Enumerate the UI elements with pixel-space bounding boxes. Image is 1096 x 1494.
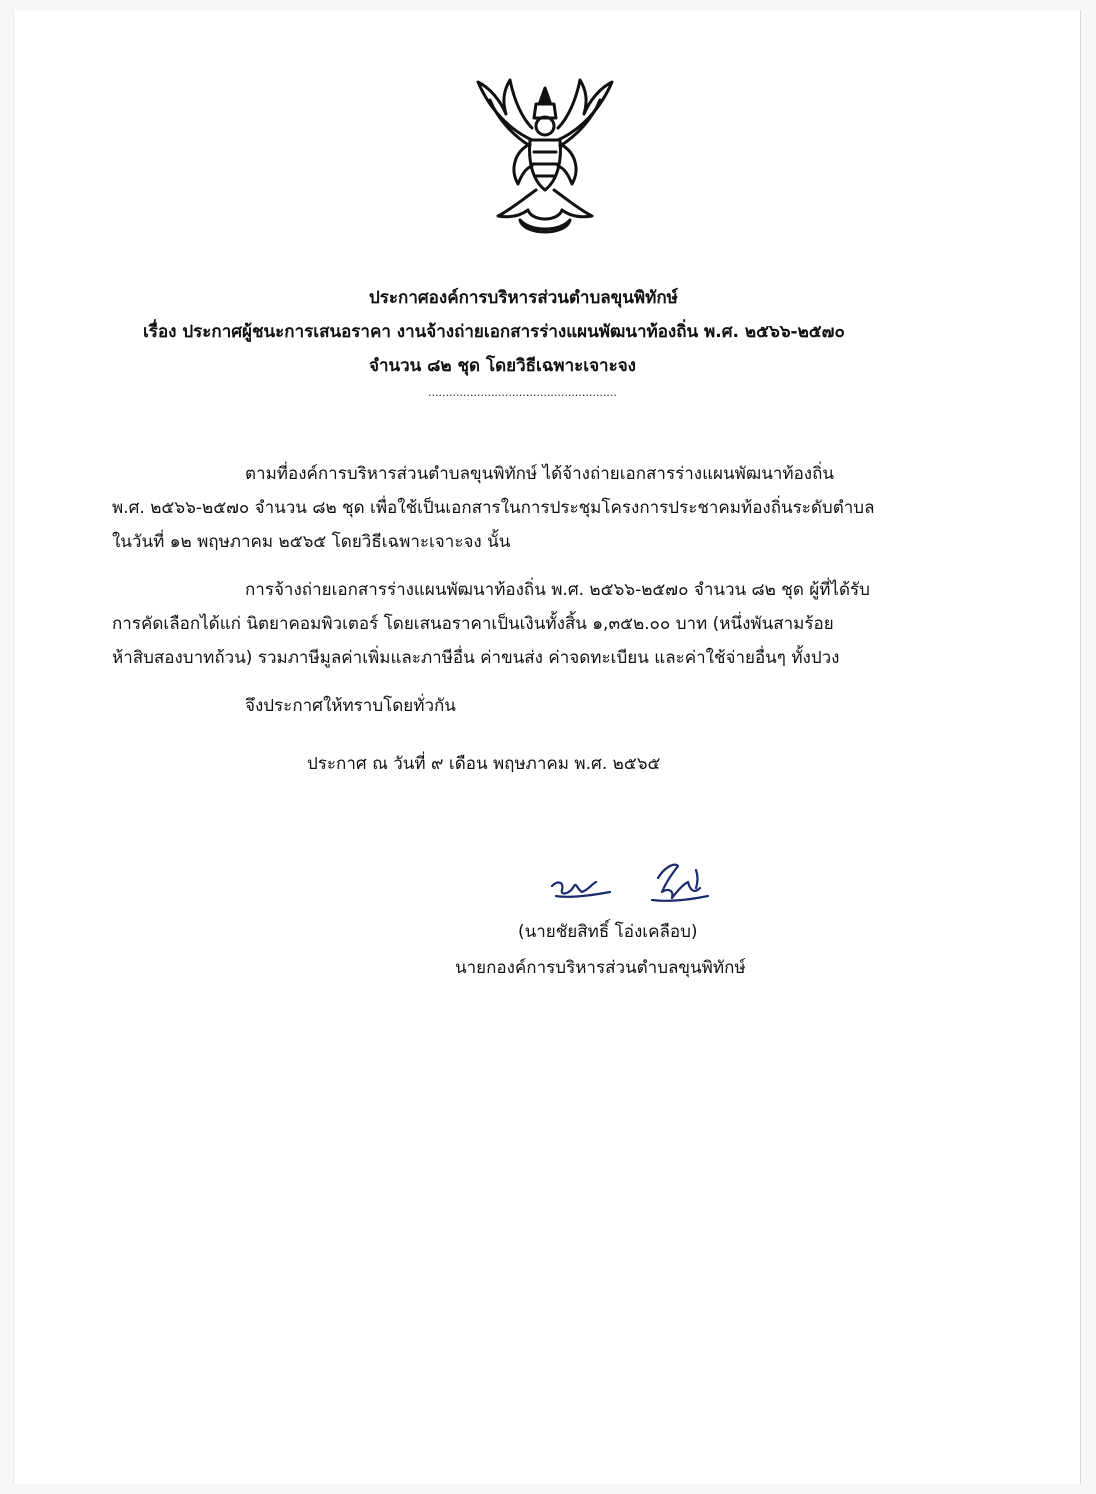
paragraph-3: จึงประกาศให้ทราบโดยทั่วกัน <box>245 696 456 716</box>
paragraph-1-line-2: พ.ศ. ๒๕๖๖-๒๕๗๐ จำนวน ๘๒ ชุด เพื่อใช้เป็นเอกสารในการประชุมโครงการประชาคมท้องถิ่นระดับตำบล <box>112 498 875 518</box>
announcement-subject-cont: จำนวน ๘๒ ชุด โดยวิธีเฉพาะเจาะจง <box>369 356 636 376</box>
paragraph-1-line-1: ตามที่องค์การบริหารส่วนตำบลขุนพิทักษ์ ได้จ้างถ่ายเอกสารร่างแผนพัฒนาท้องถิ่น <box>245 464 834 484</box>
paragraph-2-line-1: การจ้างถ่ายเอกสารร่างแผนพัฒนาท้องถิ่น พ.ศ. ๒๕๖๖-๒๕๗๐ จำนวน ๘๒ ชุด ผู้ที่ได้รับ <box>245 580 870 600</box>
announcement-date: ประกาศ ณ วันที่ ๙ เดือน พฤษภาคม พ.ศ. ๒๕๖๕ <box>307 754 661 774</box>
signatory-position: นายกองค์การบริหารส่วนตำบลขุนพิทักษ์ <box>455 958 746 978</box>
paragraph-1-line-3: ในวันที่ ๑๒ พฤษภาคม ๒๕๖๕ โดยวิธีเฉพาะเจาะจง นั้น <box>112 532 511 552</box>
signature-icon <box>548 860 718 910</box>
paragraph-2-line-2: การคัดเลือกได้แก่ นิตยาคอมพิวเตอร์ โดยเสนอราคาเป็นเงินทั้งสิ้น ๑,๓๕๒.๐๐ บาท (หนึ่งพันสามร้อย <box>112 614 834 634</box>
garuda-emblem-icon <box>470 70 620 250</box>
announcement-subject: เรื่อง ประกาศผู้ชนะการเสนอราคา งานจ้างถ่ายเอกสารร่างแผนพัฒนาท้องถิ่น พ.ศ. ๒๕๖๖-๒๕๗๐ <box>143 322 845 342</box>
paragraph-2-line-3: ห้าสิบสองบาทถ้วน) รวมภาษีมูลค่าเพิ่มและภาษีอื่น ค่าขนส่ง ค่าจดทะเบียน และค่าใช้จ่ายอื่นๆ ทั้งปวง <box>112 648 840 668</box>
separator-line: ...................................................... <box>428 386 617 399</box>
signatory-name: (นายชัยสิทธิ์ โอ่งเคลือบ) <box>518 922 698 942</box>
announcement-title: ประกาศองค์การบริหารส่วนตำบลขุนพิทักษ์ <box>369 288 678 308</box>
